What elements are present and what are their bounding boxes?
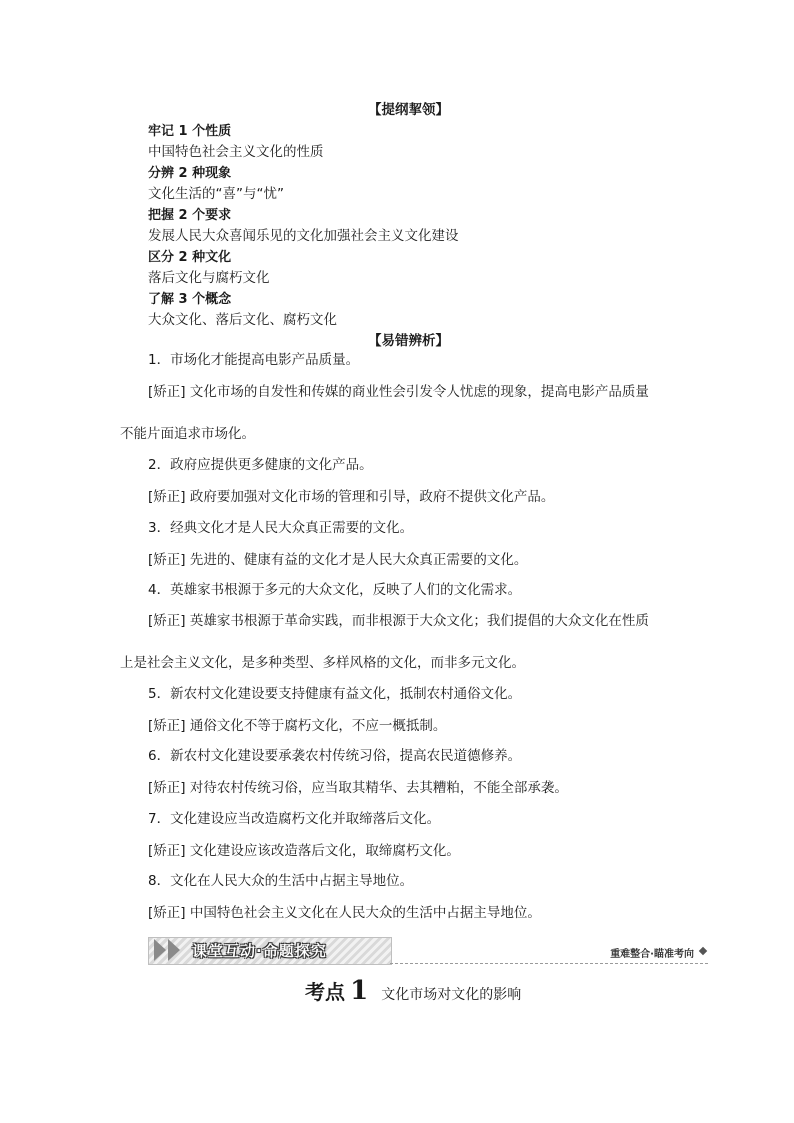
error-claim-7: 7．文化建设应当改造腐朽文化并取缔落后文化。 — [148, 811, 441, 827]
error-correction-1-cont: 不能片面追求市场化。 — [120, 426, 255, 442]
exam-point-heading — [305, 976, 521, 1006]
exam-point-number: 1 — [350, 976, 369, 1006]
outline-content-4: 落后文化与腐朽文化 — [148, 270, 270, 286]
error-correction-8 — [148, 901, 541, 921]
error-claim-2: 2．政府应提供更多健康的文化产品。 — [148, 457, 373, 473]
correction-tag: [矫正] — [148, 905, 186, 921]
correction-tag: [矫正] — [148, 718, 186, 734]
error-claim-8: 8．文化在人民大众的生活中占据主导地位。 — [148, 873, 414, 889]
error-correction-6 — [148, 776, 568, 796]
correction-text: 文化建设应该改造落后文化，取缔腐朽文化。 — [189, 843, 460, 859]
outline-label-2: 分辨 2 种现象 — [148, 166, 232, 181]
error-claim-3: 3．经典文化才是人民大众真正需要的文化。 — [148, 520, 414, 536]
correction-tag: [矫正] — [148, 843, 186, 859]
error-claim-5: 5．新农村文化建设要支持健康有益文化，抵制农村通俗文化。 — [148, 686, 522, 702]
exam-point-description: 文化市场对文化的影响 — [381, 987, 522, 1003]
error-correction-5 — [148, 714, 446, 734]
correction-text: 政府要加强对文化市场的管理和引导，政府不提供文化产品。 — [189, 489, 555, 505]
banner-subtitle: 重难整合·瞄准考向 — [610, 949, 694, 960]
outline-content-3: 发展人民大众喜闻乐见的文化加强社会主义文化建设 — [148, 228, 459, 244]
error-correction-1 — [148, 380, 649, 400]
correction-text: 中国特色社会主义文化在人民大众的生活中占据主导地位。 — [189, 905, 541, 921]
correction-tag: [矫正] — [148, 780, 186, 796]
error-correction-4 — [148, 609, 649, 629]
error-correction-7 — [148, 839, 460, 859]
correction-text: 英雄家书根源于革命实践，而非根源于大众文化；我们提倡的大众文化在性质 — [189, 613, 649, 629]
outline-label-4: 区分 2 种文化 — [148, 250, 232, 265]
correction-tag: [矫正] — [148, 489, 186, 505]
errors-heading: 【易错辨析】 — [368, 333, 449, 349]
outline-label-3: 把握 2 个要求 — [148, 208, 232, 223]
correction-text: 先进的、健康有益的文化才是人民大众真正需要的文化。 — [189, 552, 528, 568]
outline-content-5: 大众文化、落后文化、腐朽文化 — [148, 312, 337, 328]
banner-title: 课堂互动·命题探究 — [192, 942, 327, 960]
outline-label-1: 牢记 1 个性质 — [148, 124, 232, 139]
chevron-right-icon — [168, 939, 180, 961]
error-claim-6: 6．新农村文化建设要承袭农村传统习俗，提高农民道德修养。 — [148, 748, 522, 764]
correction-tag: [矫正] — [148, 613, 186, 629]
error-correction-4-cont: 上是社会主义文化，是多种类型、多样风格的文化，而非多元文化。 — [120, 655, 525, 671]
chevron-right-icon — [154, 939, 166, 961]
diamond-icon — [699, 947, 707, 955]
banner-rule — [390, 963, 708, 965]
error-claim-1: 1．市场化才能提高电影产品质量。 — [148, 352, 360, 368]
section-banner — [148, 935, 708, 965]
correction-text: 对待农村传统习俗，应当取其精华、去其糟粕，不能全部承袭。 — [189, 780, 568, 796]
correction-text: 通俗文化不等于腐朽文化，不应一概抵制。 — [189, 718, 447, 734]
correction-text: 文化市场的自发性和传媒的商业性会引发令人忧虑的现象，提高电影产品质量 — [189, 384, 649, 400]
outline-content-2: 文化生活的“喜”与“忧” — [148, 186, 284, 202]
outline-label-5: 了解 3 个概念 — [148, 292, 232, 307]
error-correction-3 — [148, 548, 527, 568]
error-correction-2 — [148, 485, 554, 505]
correction-tag: [矫正] — [148, 552, 186, 568]
exam-point-label: 考点 — [305, 980, 345, 1004]
outline-content-1: 中国特色社会主义文化的性质 — [148, 144, 324, 160]
outline-heading: 【提纲挈领】 — [368, 102, 449, 118]
error-claim-4: 4．英雄家书根源于多元的大众文化，反映了人们的文化需求。 — [148, 582, 522, 598]
correction-tag: [矫正] — [148, 384, 186, 400]
